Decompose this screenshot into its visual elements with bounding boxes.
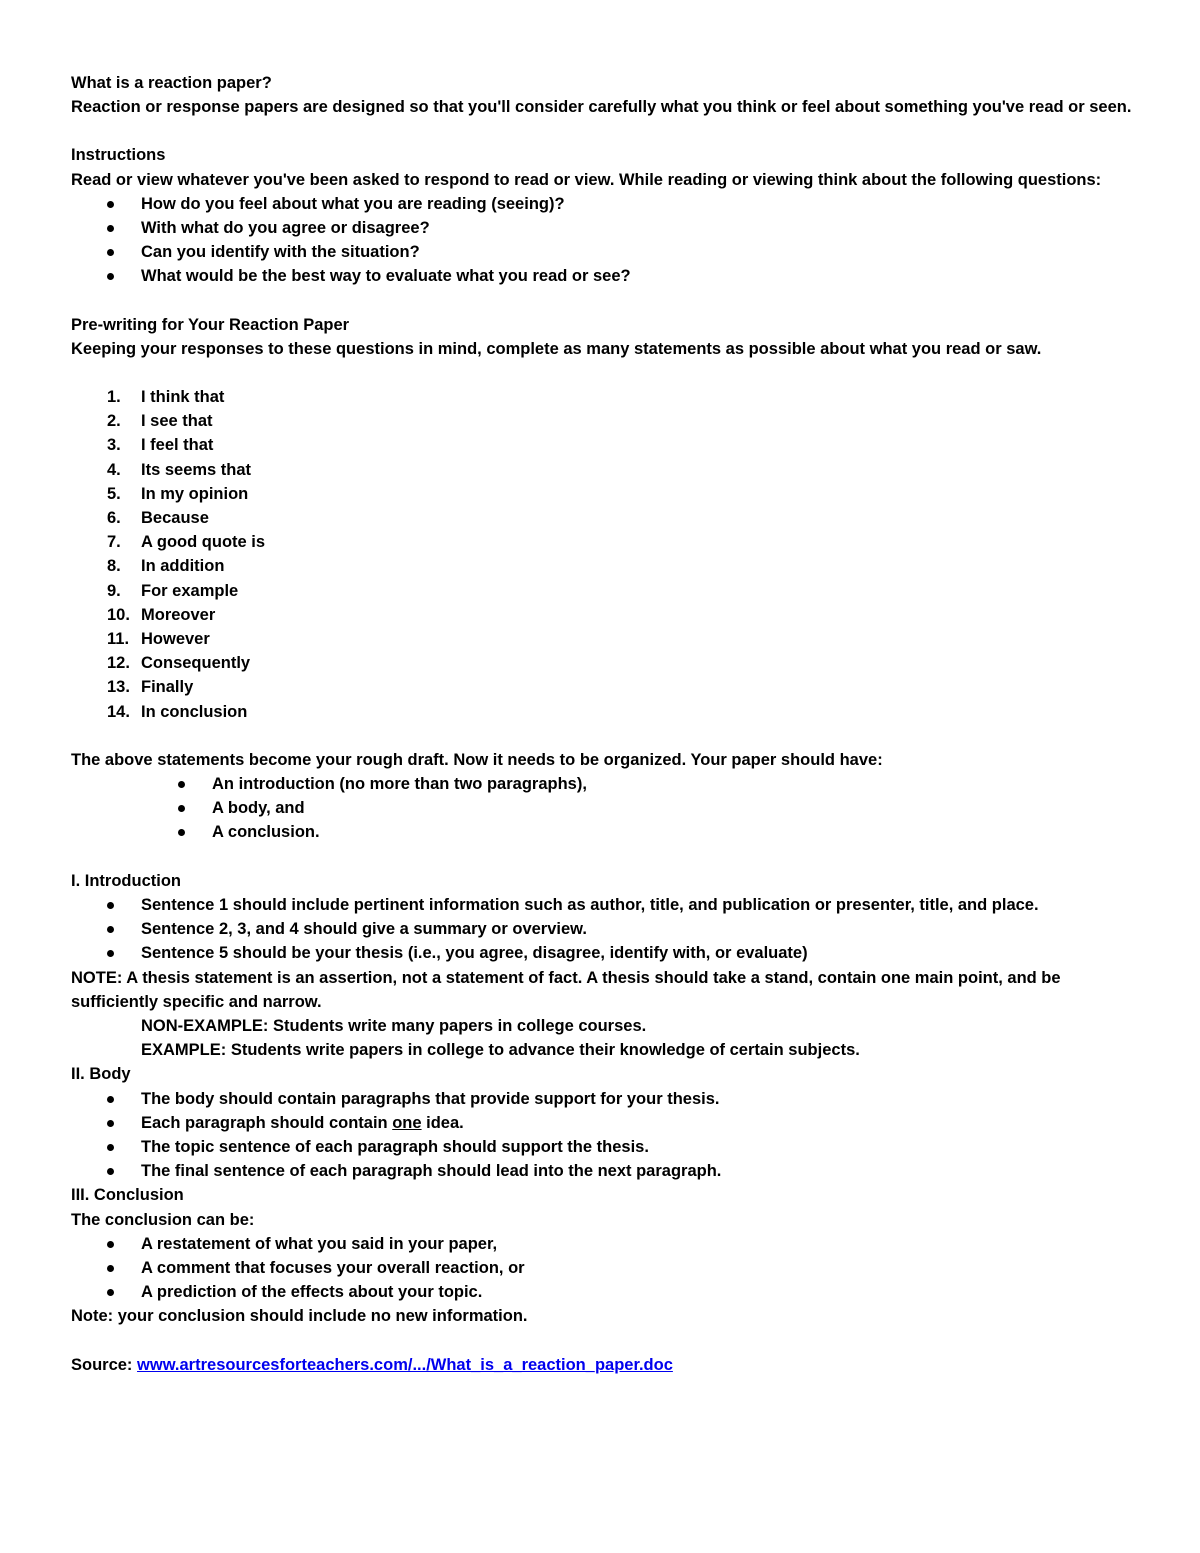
list-item: The body should contain paragraphs that provide support for your thesis. [71,1087,1141,1111]
thesis-note: NOTE: A thesis statement is an assertion, not a statement of fact. A thesis should take a stand, contain one main point, and be sufficiently specific and narrow. [71,968,1061,1011]
list-item: What would be the best way to evaluate what you read or see? [71,264,1141,288]
non-example: NON-EXAMPLE: Students write many papers in college courses. [141,1016,647,1035]
prewriting-heading: Pre-writing for Your Reaction Paper [71,315,350,334]
list-item: 1. I think that [107,388,225,407]
emphasis-one: one [392,1113,422,1132]
list-item: Sentence 1 should include pertinent information such as author, title, and publication or presenter, title, and place. [71,893,1141,917]
list-item: With what do you agree or disagree? [71,216,1141,240]
list-item: Can you identify with the situation? [71,240,1141,264]
questions-list [71,192,1141,289]
list-item: A body, and [71,796,1141,820]
body-heading: II. Body [71,1065,131,1084]
source-link[interactable]: www.artresourcesforteachers.com/.../What_is_a_reaction_paper.doc [137,1355,673,1374]
list-item: 5. In my opinion [107,484,249,503]
list-item: 12. Consequently [107,654,251,673]
list-item: A prediction of the effects about your topic. [71,1280,1141,1304]
conclusion-text: The conclusion can be: [71,1210,255,1229]
prewriting-text: Keeping your responses to these questions in mind, complete as many statements as possible about what you read or saw. [71,339,1042,358]
introduction-heading: I. Introduction [71,871,181,890]
list-item: How do you feel about what you are reading (seeing)? [71,192,1141,216]
list-item: A comment that focuses your overall reaction, or [71,1256,1141,1280]
list-item: 13. Finally [107,678,194,697]
instructions-heading: Instructions [71,146,166,165]
list-item: Sentence 5 should be your thesis (i.e., you agree, disagree, identify with, or evaluate) [71,941,1141,965]
source-label: Source: [71,1355,138,1374]
instructions-text: Read or view whatever you've been asked to respond to read or view. While reading or viewing think about the following questions: [71,170,1102,189]
list-item: 4. Its seems that [107,460,252,479]
list-item: The topic sentence of each paragraph should support the thesis. [71,1135,1141,1159]
body-list [71,1087,1141,1184]
rough-draft-text: The above statements become your rough draft. Now it needs to be organized. Your paper should have: [71,750,883,769]
conclusion-heading: III. Conclusion [71,1186,184,1205]
list-item: 10. Moreover [107,605,216,624]
introduction-list [71,893,1141,966]
paper-parts-list [71,772,1141,845]
doc-title: What is a reaction paper? [71,74,272,92]
list-item: 3. I feel that [107,436,214,455]
conclusion-note: Note: your conclusion should include no new information. [71,1307,528,1326]
list-item: 11. However [107,630,210,649]
document-page [71,71,1141,1377]
list-item: 8. In addition [107,557,225,576]
list-item: 2. I see that [107,412,213,431]
list-item: 14. In conclusion [107,702,248,721]
list-item: Sentence 2, 3, and 4 should give a summary or overview. [71,917,1141,941]
list-item: 9. For example [107,581,239,600]
list-item: A conclusion. [71,820,1141,844]
list-item: A restatement of what you said in your paper, [71,1232,1141,1256]
list-item: Each paragraph should contain one idea. [71,1111,1141,1135]
example: EXAMPLE: Students write papers in college to advance their knowledge of certain subjects. [141,1041,860,1060]
statements-list [71,385,1141,724]
conclusion-list [71,1232,1141,1305]
list-item: An introduction (no more than two paragraphs), [71,772,1141,796]
source-line [71,1353,1141,1377]
intro-paragraph: Reaction or response papers are designed so that you'll consider carefully what you think or feel about something you've read or seen. [71,98,1132,117]
list-item: The final sentence of each paragraph should lead into the next paragraph. [71,1159,1141,1183]
list-item: 6. Because [107,509,209,528]
list-item: 7. A good quote is [107,533,266,552]
